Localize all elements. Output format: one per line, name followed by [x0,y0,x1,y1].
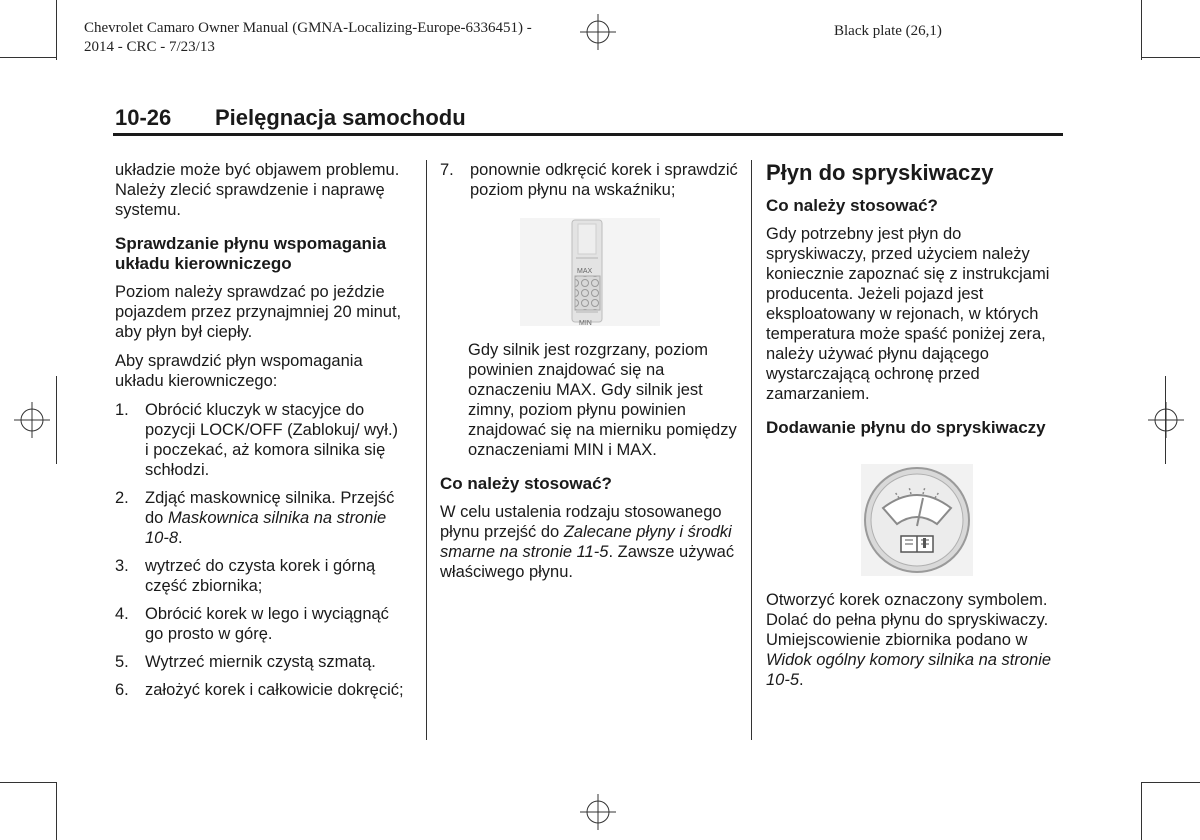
windshield-washer-icon [861,464,973,576]
column-divider [751,160,752,740]
list-item: 1. Obrócić kluczyk w stacyjce do pozycji LOCK/OFF (Zablokuj/ wył.) i poczekać, aż komora silnika się schłodzi. [115,401,399,479]
crop-mark [56,782,57,840]
cross-reference-link[interactable]: Widok ogólny komory silnika na stronie 10-5 [766,651,1052,689]
print-info-line1: Chevrolet Camaro Owner Manual (GMNA-Localizing-Europe-6336451) - [84,20,532,36]
registration-mark-icon [1146,400,1186,440]
list-item: 6. założyć korek i całkowicie dokręcić; [115,681,404,699]
list-item: 7. ponownie odkręcić korek i sprawdzić poziom płynu na wskaźniku; [440,161,738,199]
gauge-max-label: MAX [577,268,593,275]
col1-intro: układzie może być objawem problemu. Należy zlecić sprawdzenie i naprawę systemu. [115,161,400,219]
list-item: 2. Zdjąć maskownicę silnika. Przejść do Maskownica silnika na stronie 10-8. [115,489,395,547]
list-item: 5. Wytrzeć miernik czystą szmatą. [115,653,376,671]
col3-paragraph: Gdy potrzebny jest płyn do spryskiwaczy, przed użyciem należy koniecznie zapoznać się z instrukcjami producenta. Jeżeli pojazd jest eksploatowany w rejonach, w których temperatura może spaść poniżej zera, należy używać płynu dającego wystarczającą ochronę przed zamarzaniem. [766,225,1050,403]
crop-mark [0,782,56,783]
page-number: 10-26 [115,105,172,130]
cross-reference-link[interactable]: Zalecane płyny i środki smarne na stronie 11-5 [440,523,732,561]
registration-mark-icon [12,400,52,440]
page-title: Pielęgnacja samochodu [215,105,466,130]
column-3 [766,160,1062,699]
col3-paragraph: Otworzyć korek oznaczony symbolem. Dolać do pełna płynu do spryskiwaczy. Umiejscowienie zbiornika podano w Widok ogólny komory silnika na stronie 10-5. [766,591,1052,689]
col2-note: Gdy silnik jest rozgrzany, poziom powinien znajdować się na oznaczeniu MAX. Gdy silnik jest zimny, poziom płynu powinien znajdować się na mierniku pomiędzy oznaczeniami MIN i MAX. [468,341,737,459]
crop-mark [1142,782,1200,783]
column-1 [115,160,405,708]
registration-mark-icon [578,792,618,832]
print-info-line2: 2014 - CRC - 7/23/13 [84,39,215,55]
section-title: Płyn do spryskiwaczy [766,160,994,185]
registration-mark-icon [578,12,618,52]
crop-mark [1141,0,1142,60]
col1-paragraph: Poziom należy sprawdzać po jeździe pojazdem przez przynajmniej 20 minut, aby płyn był ciepły. [115,283,402,341]
crop-mark [56,376,57,464]
column-2 [440,160,740,591]
col1-paragraph: Aby sprawdzić płyn wspomagania układu kierowniczego: [115,352,363,390]
list-item: 4. Obrócić korek w lego i wyciągnąć go prosto w górę. [115,605,389,643]
crop-mark [1142,57,1200,58]
cross-reference-link[interactable]: Maskownica silnika na stronie 10-8 [145,509,387,547]
black-plate-label: Black plate (26,1) [834,23,942,39]
column-divider [426,160,427,740]
print-info [84,19,532,57]
col3-heading: Dodawanie płynu do spryskiwaczy [766,418,1046,437]
steps-list [440,160,740,200]
washer-cap-illustration [861,464,973,576]
col2-paragraph: W celu ustalenia rodzaju stosowanego płynu przejść do Zalecane płyny i środki smarne na stronie 11-5. Zawsze używać właściwego płynu. [440,503,735,581]
page-header [113,101,1063,136]
crop-mark [1165,376,1166,464]
crop-mark [0,57,56,58]
col2-heading: Co należy stosować? [440,474,612,493]
col3-heading: Co należy stosować? [766,196,938,215]
col1-heading: Sprawdzanie płynu wspomagania układu kierowniczego [115,234,387,273]
crop-mark [1141,782,1142,840]
list-item: 3. wytrzeć do czysta korek i górną część zbiornika; [115,557,376,595]
dipstick-illustration [520,218,660,326]
crop-mark [56,0,57,60]
gauge-min-label: MIN [579,320,592,327]
steps-list [115,400,405,700]
